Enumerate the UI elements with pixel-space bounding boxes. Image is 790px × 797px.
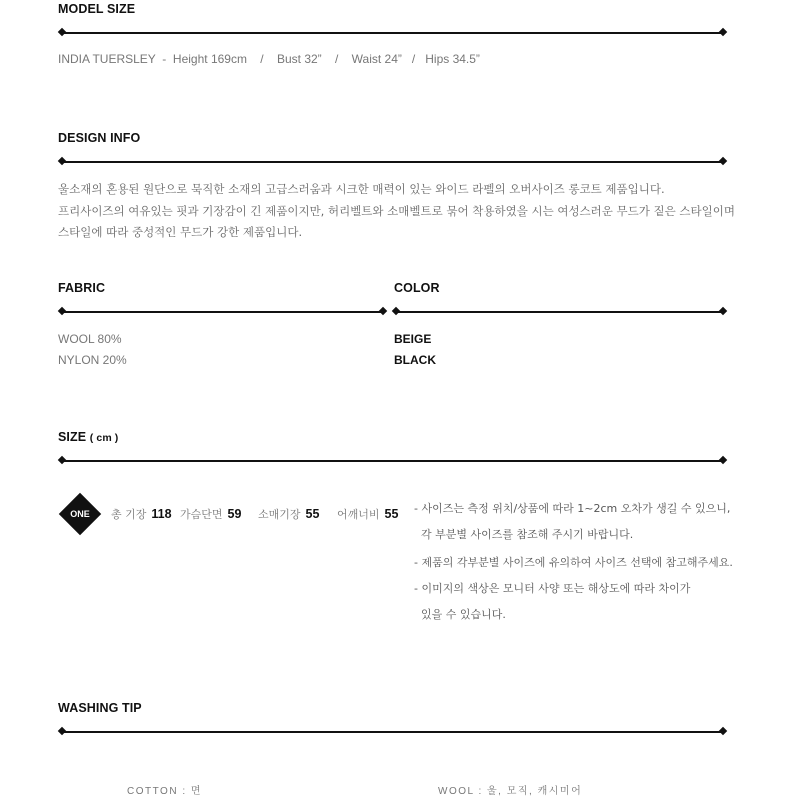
color-item: BEIGE xyxy=(394,332,432,346)
measurement-label: 어깨너비 xyxy=(337,508,380,521)
fabric-heading: FABRIC xyxy=(58,281,106,295)
measurement-label: 소매기장 xyxy=(258,508,301,521)
washing-cotton-label: COTTON : 면 xyxy=(127,786,203,797)
model-size-heading: MODEL SIZE xyxy=(58,2,136,16)
color-heading: COLOR xyxy=(394,281,440,295)
size-note: 각 부분별 사이즈를 참조해 주시기 바랍니다. xyxy=(414,528,634,541)
measurement-label: 총 기장 xyxy=(111,508,147,521)
washing-tip-heading: WASHING TIP xyxy=(58,701,142,715)
measurement-value: 55 xyxy=(305,507,320,521)
divider xyxy=(62,311,383,313)
measurement-value: 55 xyxy=(384,507,399,521)
size-note: 있을 수 있습니다. xyxy=(414,608,506,621)
washing-wool-label: WOOL : 울, 모직, 캐시미어 xyxy=(438,786,583,797)
measurement-sleeve xyxy=(258,506,319,522)
model-size-text: INDIA TUERSLEY - Height 169cm / Bust 32” / Waist 24” / Hips 34.5” xyxy=(58,52,480,66)
measurement-chest xyxy=(180,506,241,522)
divider xyxy=(396,311,723,313)
color-item: BLACK xyxy=(394,353,436,367)
size-note: - 사이즈는 측정 위치/상품에 따라 1~2cm 오차가 생길 수 있으니, xyxy=(414,502,731,515)
measurement-label: 가슴단면 xyxy=(180,508,223,521)
size-note: - 제품의 각부분별 사이즈에 유의하여 사이즈 선택에 참고해주세요. xyxy=(414,556,733,569)
design-info-body xyxy=(58,179,735,244)
divider xyxy=(62,161,723,163)
size-unit: ( cm ) xyxy=(89,432,119,444)
design-info-line: 스타일에 따라 중성적인 무드가 강한 제품입니다. xyxy=(58,225,303,239)
size-badge-label: ONE xyxy=(70,509,90,519)
fabric-item: WOOL 80% xyxy=(58,332,122,346)
size-heading-label: SIZE xyxy=(58,430,87,444)
design-info-line: 울소재의 혼용된 원단으로 묵직한 소재의 고급스러움과 시크한 매력이 있는 와이드 라펠의 오버사이즈 롱코트 제품입니다. xyxy=(58,182,665,196)
fabric-item: NYLON 20% xyxy=(58,353,127,367)
size-badge xyxy=(58,492,102,536)
measurement-total-length xyxy=(111,506,172,522)
divider xyxy=(62,731,723,733)
divider xyxy=(62,32,723,34)
divider xyxy=(62,460,723,462)
measurement-shoulder xyxy=(337,506,398,522)
design-info-heading: DESIGN INFO xyxy=(58,131,141,145)
size-heading xyxy=(58,430,118,444)
measurement-value: 59 xyxy=(227,507,242,521)
measurement-value: 118 xyxy=(151,507,172,521)
design-info-line: 프리사이즈의 여유있는 핏과 기장감이 긴 제품이지만, 허리벨트와 소매벨트로 묶어 착용하였을 시는 여성스러운 무드가 짙은 스타일이며 xyxy=(58,203,735,218)
size-note: - 이미지의 색상은 모니터 사양 또는 해상도에 따라 차이가 xyxy=(414,582,691,595)
